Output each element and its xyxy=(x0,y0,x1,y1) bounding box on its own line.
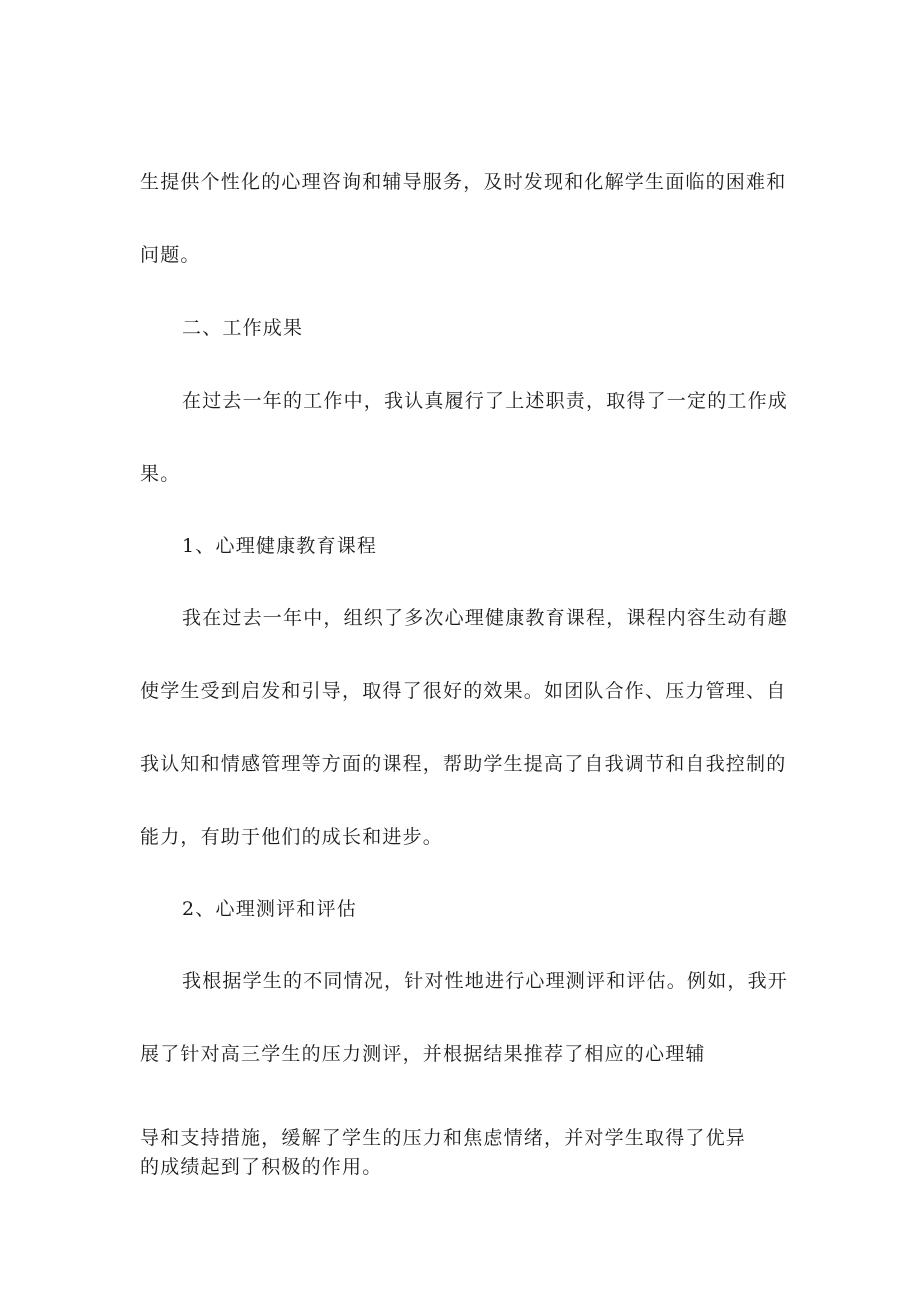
paragraph-line: 能力，有助于他们的成长和进步。 xyxy=(140,826,444,848)
paragraph-line: 生提供个性化的心理咨询和辅导服务，及时发现和化解学生面临的困难和 xyxy=(140,171,787,193)
paragraph-line: 我认知和情感管理等方面的课程，帮助学生提高了自我调节和自我控制的 xyxy=(140,753,787,775)
paragraph-line: 在过去一年的工作中，我认真履行了上述职责，取得了一定的工作成 xyxy=(182,390,789,412)
subsection-heading: 1、心理健康教育课程 xyxy=(182,535,378,557)
paragraph-line: 使学生受到启发和引导，取得了很好的效果。如团队合作、压力管理、自 xyxy=(140,680,787,702)
paragraph-line: 我在过去一年中，组织了多次心理健康教育课程，课程内容生动有趣 xyxy=(182,607,789,629)
paragraph-line: 我根据学生的不同情况，针对性地进行心理测评和评估。例如，我开 xyxy=(182,970,789,992)
section-heading: 二、工作成果 xyxy=(182,317,304,339)
subsection-heading: 2、心理测评和评估 xyxy=(182,898,357,920)
paragraph-line: 导和支持措施，缓解了学生的压力和焦虑情绪，并对学生取得了优异 xyxy=(140,1127,747,1149)
paragraph-line: 果。 xyxy=(140,463,181,485)
paragraph-line: 问题。 xyxy=(140,244,201,266)
paragraph-line: 展了针对高三学生的压力测评，并根据结果推荐了相应的心理辅 xyxy=(140,1043,706,1065)
paragraph-line: 的成绩起到了积极的作用。 xyxy=(140,1156,383,1178)
